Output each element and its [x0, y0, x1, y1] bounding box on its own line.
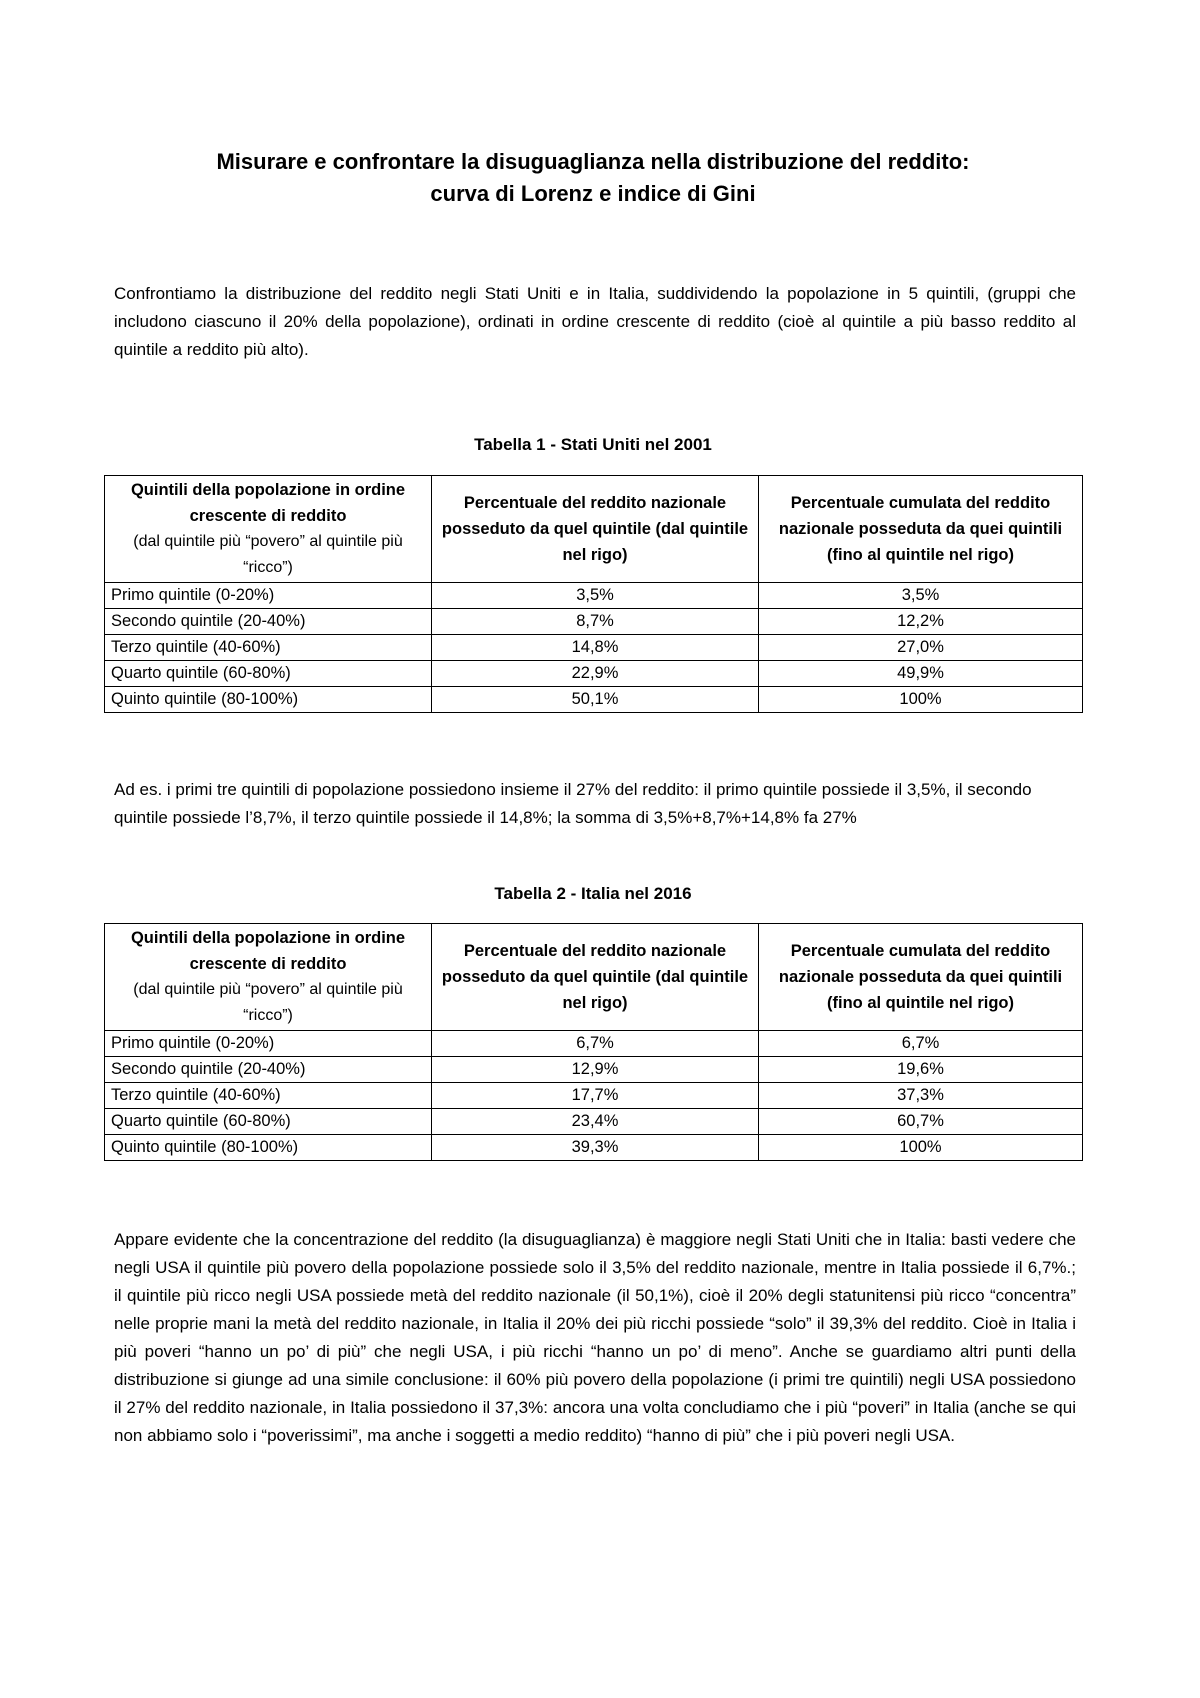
row-cumulative: 100%: [759, 1135, 1083, 1161]
table2-caption: Tabella 2 - Italia nel 2016: [494, 884, 692, 903]
table1-header-row: [105, 476, 1083, 583]
table1-header-quintili-main: Quintili della popolazione in ordine crescente di reddito: [130, 481, 406, 525]
row-share: 12,9%: [432, 1057, 759, 1083]
table1-caption: Tabella 1 - Stati Uniti nel 2001: [474, 435, 712, 454]
row-share: 8,7%: [432, 609, 759, 635]
row-cumulative: 6,7%: [759, 1031, 1083, 1057]
row-label: Quarto quintile (60-80%): [105, 661, 432, 687]
table1-header-quintili-sub: (dal quintile più “povero” al quintile più “ricco”): [133, 533, 403, 576]
row-share: 50,1%: [432, 687, 759, 713]
table1-header-cumulata-sub: (fino al quintile nel rigo): [827, 546, 1014, 564]
table2-header-quintili-sub: (dal quintile più “povero” al quintile più “ricco”): [133, 981, 403, 1024]
table-row: [105, 1083, 1083, 1109]
title-line-2: curva di Lorenz e indice di Gini: [430, 181, 756, 206]
table2-header-percentuale: Percentuale del reddito nazionale posseduto da quel quintile (dal quintile nel rigo): [432, 924, 759, 1031]
table2-header-cumulata: [759, 924, 1083, 1031]
row-cumulative: 100%: [759, 687, 1083, 713]
row-label: Secondo quintile (20-40%): [105, 1057, 432, 1083]
row-label: Terzo quintile (40-60%): [105, 1083, 432, 1109]
table1-us-2001: [104, 475, 1083, 713]
table-row: [105, 1135, 1083, 1161]
row-label: Primo quintile (0-20%): [105, 583, 432, 609]
conclusion-paragraph: Appare evidente che la concentrazione del reddito (la disuguaglianza) è maggiore negli Stati Uniti che in Italia: basti vedere che negli USA il quintile più povero della popolazione possiede solo il 3,5% del reddito nazionale, mentre in Italia possiede il 6,7%.; il quintile più ricco negli USA possiede metà del reddito nazionale (il 50,1%), cioè il 20% degli statunitensi più ricco “concentra” nelle proprie mani la metà del reddito nazionale, in Italia il 20% dei più ricchi possiede “solo” il 39,3% del reddito. Cioè in Italia i più poveri “hanno un po’ di più” che negli USA, i più ricchi “hanno un po’ di meno”. Anche se guardiamo altri punti della distribuzione si giunge ad una simile conclusione: il 60% più povero della popolazione (i primi tre quintili) negli USA possiedono il 27% del reddito nazionale, in Italia possiedono il 37,3%: ancora una volta concludiamo che i più “poveri” in Italia (anche se qui non abbiamo solo i “poverissimi”, ma anche i soggetti a medio reddito) “hanno di più” che i più poveri negli USA.: [114, 1230, 1076, 1445]
table-row: [105, 1031, 1083, 1057]
row-cumulative: 12,2%: [759, 609, 1083, 635]
row-label: Quinto quintile (80-100%): [105, 1135, 432, 1161]
row-cumulative: 3,5%: [759, 583, 1083, 609]
row-cumulative: 37,3%: [759, 1083, 1083, 1109]
table2-header-row: [105, 924, 1083, 1031]
row-label: Quinto quintile (80-100%): [105, 687, 432, 713]
row-share: 39,3%: [432, 1135, 759, 1161]
table1-header-percentuale: Percentuale del reddito nazionale posseduto da quel quintile (dal quintile nel rigo): [432, 476, 759, 583]
table1-header-quintili: [105, 476, 432, 583]
row-share: 14,8%: [432, 635, 759, 661]
row-label: Quarto quintile (60-80%): [105, 1109, 432, 1135]
table-row: [105, 635, 1083, 661]
intro-paragraph: Confrontiamo la distribuzione del reddito negli Stati Uniti e in Italia, suddividendo la popolazione in 5 quintili, (gruppi che includono ciascuno il 20% della popolazione), ordinati in ordine crescente di reddito (cioè al quintile a più basso reddito al quintile a reddito più alto).: [114, 284, 1076, 359]
table2-italy-2016: [104, 923, 1083, 1161]
title-line-1: Misurare e confrontare la disuguaglianza nella distribuzione del reddito:: [216, 149, 970, 174]
table2-header-cumulata-main: Percentuale cumulata del reddito nazionale posseduta da quei quintili: [778, 942, 1063, 986]
row-share: 6,7%: [432, 1031, 759, 1057]
table-row: [105, 1057, 1083, 1083]
row-cumulative: 60,7%: [759, 1109, 1083, 1135]
table2-header-quintili: [105, 924, 432, 1031]
table2-header-cumulata-sub: (fino al quintile nel rigo): [827, 994, 1014, 1012]
row-label: Terzo quintile (40-60%): [105, 635, 432, 661]
table1-header-cumulata: [759, 476, 1083, 583]
table1-header-cumulata-main: Percentuale cumulata del reddito nazionale posseduta da quei quintili: [778, 494, 1063, 538]
row-label: Primo quintile (0-20%): [105, 1031, 432, 1057]
row-cumulative: 27,0%: [759, 635, 1083, 661]
table-row: [105, 687, 1083, 713]
row-cumulative: 19,6%: [759, 1057, 1083, 1083]
row-cumulative: 49,9%: [759, 661, 1083, 687]
row-share: 17,7%: [432, 1083, 759, 1109]
document-title: [104, 146, 1082, 210]
row-share: 23,4%: [432, 1109, 759, 1135]
table-row: [105, 661, 1083, 687]
row-label: Secondo quintile (20-40%): [105, 609, 432, 635]
row-share: 22,9%: [432, 661, 759, 687]
table-row: [105, 1109, 1083, 1135]
table-row: [105, 609, 1083, 635]
example-paragraph: Ad es. i primi tre quintili di popolazione possiedono insieme il 27% del reddito: il primo quintile possiede il 3,5%, il secondo quintile possiede l’8,7%, il terzo quintile possiede il 14,8%; la somma di 3,5%+8,7%+14,8% fa 27%: [114, 780, 1032, 827]
table2-header-quintili-main: Quintili della popolazione in ordine crescente di reddito: [130, 929, 406, 973]
row-share: 3,5%: [432, 583, 759, 609]
table-row: [105, 583, 1083, 609]
